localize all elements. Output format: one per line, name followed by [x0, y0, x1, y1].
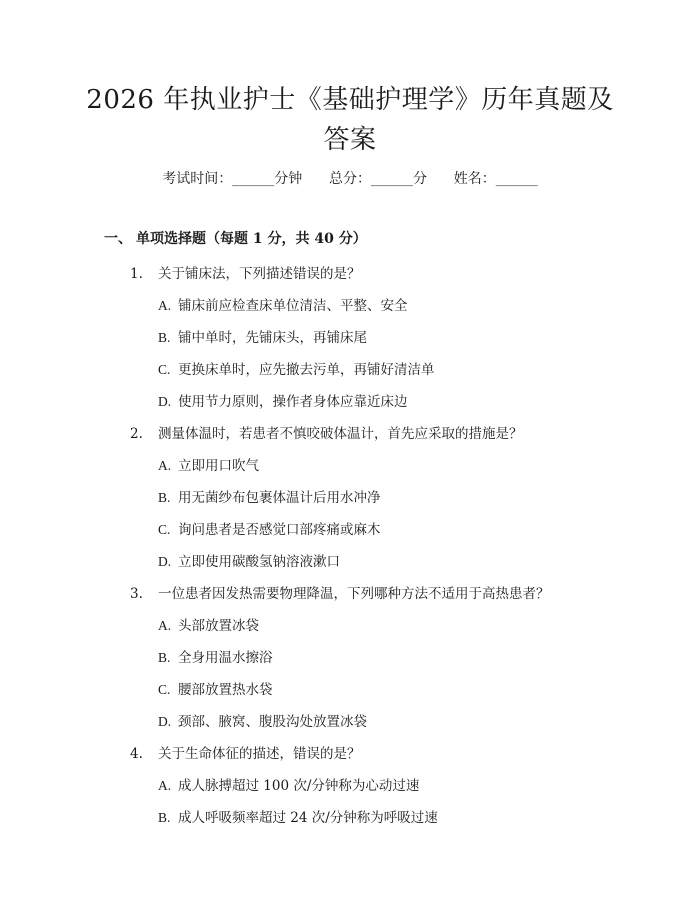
- question-text: 关于生命体征的描述，错误的是？: [158, 746, 361, 762]
- question-number: 2.: [130, 426, 143, 442]
- option-text: 成人脉搏超过 100 次/分钟称为心动过速: [178, 778, 420, 794]
- option-text: 铺床前应检查床单位清洁、平整、安全: [178, 298, 408, 314]
- option-text: 颈部、腋窝、腹股沟处放置冰袋: [178, 714, 367, 730]
- option-text: 成人呼吸频率超过 24 次/分钟称为呼吸过速: [178, 810, 438, 826]
- option-letter: B.: [158, 330, 171, 345]
- option-letter: D.: [158, 714, 172, 729]
- option-letter: A.: [158, 298, 172, 313]
- section-title: 单项选择题（每题 1 分，共 40 分）: [136, 231, 367, 247]
- option: [158, 518, 381, 538]
- option-text: 腰部放置热水袋: [178, 682, 273, 698]
- question-text: 测量体温时，若患者不慎咬破体温计，首先应采取的措施是？: [158, 426, 523, 442]
- option-letter: C.: [158, 522, 171, 537]
- document-title: [60, 80, 640, 160]
- exam-info: 考试时间：______分钟 总分：______分 姓名：______: [162, 171, 538, 187]
- option-letter: B.: [158, 490, 171, 505]
- option-text: 头部放置冰袋: [178, 618, 259, 634]
- question-number: 4.: [130, 746, 143, 762]
- option-letter: A.: [158, 778, 172, 793]
- option: [158, 294, 408, 314]
- option-text: 询问患者是否感觉口部疼痛或麻木: [178, 522, 381, 538]
- option: [158, 486, 381, 506]
- option: [158, 358, 435, 378]
- option: [158, 614, 259, 634]
- option: [158, 390, 408, 410]
- option-letter: C.: [158, 362, 171, 377]
- option: [158, 454, 259, 474]
- question: [130, 742, 361, 762]
- option: [158, 326, 367, 346]
- option-letter: A.: [158, 458, 172, 473]
- title-line-1: 2026 年执业护士《基础护理学》历年真题及: [86, 85, 614, 115]
- question-number: 1.: [130, 266, 143, 282]
- option-text: 立即使用碳酸氢钠溶液漱口: [178, 554, 340, 570]
- section-heading: [104, 228, 367, 248]
- question-text: 关于铺床法，下列描述错误的是？: [158, 266, 361, 282]
- option-text: 使用节力原则，操作者身体应靠近床边: [178, 394, 408, 410]
- option: [158, 550, 340, 570]
- option-letter: D.: [158, 554, 172, 569]
- option-letter: B.: [158, 650, 171, 665]
- option: [158, 678, 273, 698]
- question: [130, 262, 361, 282]
- option-letter: D.: [158, 394, 172, 409]
- question-number: 3.: [130, 586, 143, 602]
- option-text: 立即用口吹气: [178, 458, 259, 474]
- option-text: 铺中单时，先铺床头，再铺床尾: [178, 330, 367, 346]
- question: [130, 582, 550, 602]
- option-letter: A.: [158, 618, 172, 633]
- option-text: 用无菌纱布包裹体温计后用水冲净: [178, 490, 381, 506]
- question-text: 一位患者因发热需要物理降温，下列哪种方法不适用于高热患者？: [158, 586, 550, 602]
- option: [158, 806, 438, 826]
- section-number: 一、: [104, 231, 132, 247]
- option: [158, 774, 419, 794]
- option-text: 更换床单时，应先撤去污单，再铺好清洁单: [178, 362, 435, 378]
- option: [158, 646, 273, 666]
- title-line-2: 答案: [323, 125, 377, 155]
- option-letter: B.: [158, 810, 171, 825]
- option-letter: C.: [158, 682, 171, 697]
- option: [158, 710, 367, 730]
- option-text: 全身用温水擦浴: [178, 650, 273, 666]
- question: [130, 422, 523, 442]
